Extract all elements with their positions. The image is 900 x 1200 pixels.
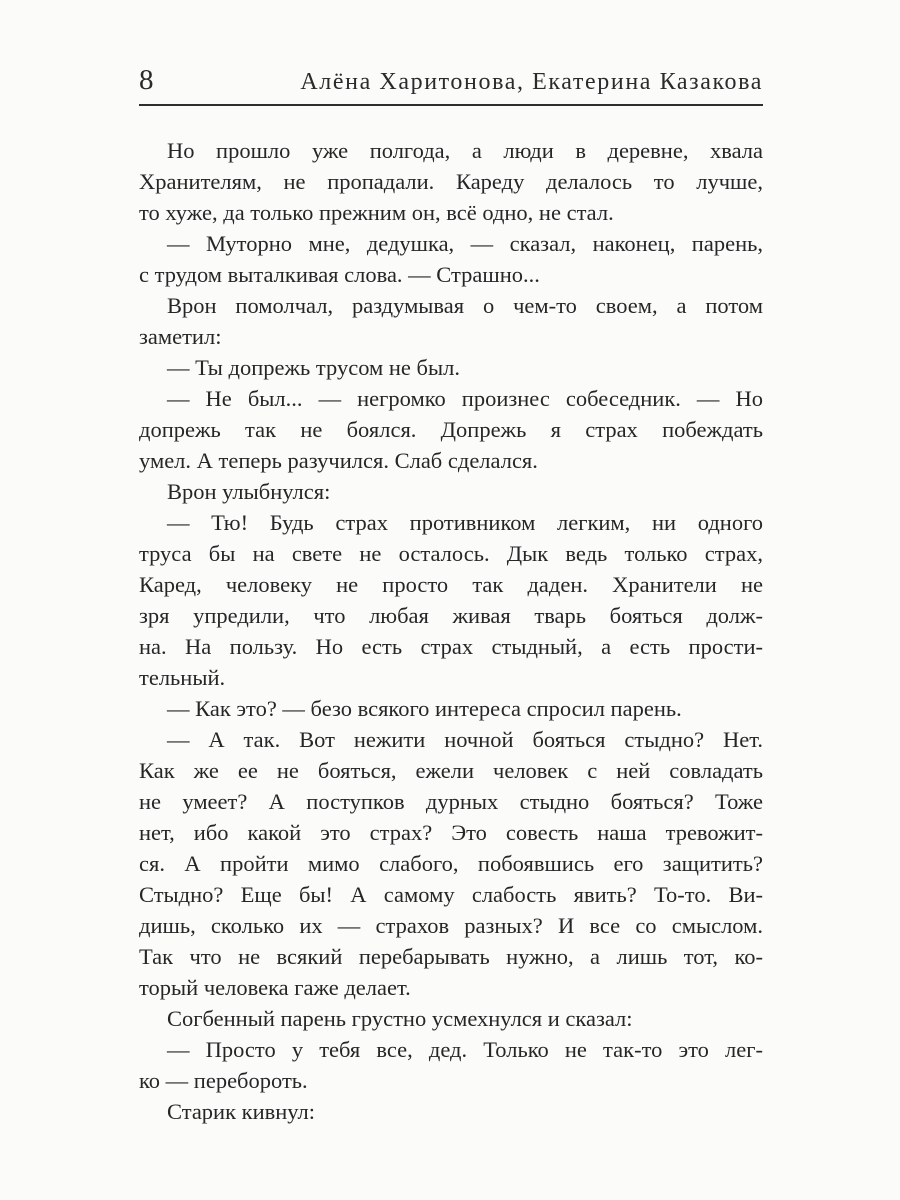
text-column: [139, 66, 763, 1127]
running-head-authors: Алёна Харитонова, Екатерина Казакова: [300, 69, 763, 95]
paragraph: [139, 724, 763, 1003]
page-header: [139, 66, 763, 95]
paragraph: [139, 1003, 763, 1034]
text-line: — Как это? — безо всякого интереса спросил парень.: [167, 696, 682, 721]
paragraph: [139, 507, 763, 693]
text-line: Стыдно? Еще бы! А самому слабость явить? То-то. Ви-: [139, 882, 763, 907]
paragraph: [139, 1096, 763, 1127]
text-line: допрежь так не боялся. Допрежь я страх побеждать: [139, 417, 763, 442]
text-line: тельный.: [139, 665, 226, 690]
text-line: торый человека гаже делает.: [139, 975, 411, 1000]
text-line: не умеет? А поступков дурных стыдно бояться? Тоже: [139, 789, 763, 814]
text-line: ко — перебороть.: [139, 1068, 308, 1093]
page-body: [139, 135, 763, 1127]
text-line: труса бы на свете не осталось. Дык ведь только страх,: [139, 541, 763, 566]
text-line: на. На пользу. Но есть страх стыдный, а есть прости-: [139, 634, 763, 659]
text-line: то хуже, да только прежним он, всё одно, не стал.: [139, 200, 614, 225]
text-line: — А так. Вот нежити ночной бояться стыдно? Нет.: [167, 727, 763, 752]
page-number: 8: [139, 64, 154, 96]
paragraph: [139, 290, 763, 352]
text-line: — Не был... — негромко произнес собеседник. — Но: [167, 386, 763, 411]
paragraph: [139, 1034, 763, 1096]
header-rule: [139, 104, 763, 106]
text-line: Врон помолчал, раздумывая о чем-то своем, а потом: [167, 293, 763, 318]
text-line: Старик кивнул:: [167, 1099, 316, 1124]
text-line: — Тю! Будь страх противником легким, ни одного: [167, 510, 763, 535]
paragraph: [139, 228, 763, 290]
paragraph: [139, 135, 763, 228]
paragraph: [139, 352, 763, 383]
text-line: заметил:: [139, 324, 222, 349]
text-line: Но прошло уже полгода, а люди в деревне, хвала: [167, 138, 763, 163]
text-line: зря упредили, что любая живая тварь бояться долж-: [139, 603, 763, 628]
paragraph: [139, 383, 763, 476]
text-line: Хранителям, не пропадали. Кареду делалось то лучше,: [139, 169, 763, 194]
text-line: дишь, сколько их — страхов разных? И все со смыслом.: [139, 913, 763, 938]
paragraph: [139, 693, 763, 724]
text-line: с трудом выталкивая слова. — Страшно...: [139, 262, 540, 287]
text-line: Врон улыбнулся:: [167, 479, 331, 504]
text-line: Каред, человеку не просто так даден. Хранители не: [139, 572, 763, 597]
text-line: умел. А теперь разучился. Слаб сделался.: [139, 448, 538, 473]
text-line: — Просто у тебя все, дед. Только не так-то это лег-: [167, 1037, 763, 1062]
text-line: нет, ибо какой это страх? Это совесть наша тревожит-: [139, 820, 763, 845]
text-line: — Муторно мне, дедушка, — сказал, наконец, парень,: [167, 231, 763, 256]
text-line: Согбенный парень грустно усмехнулся и сказал:: [167, 1006, 633, 1031]
text-line: ся. А пройти мимо слабого, побоявшись его защитить?: [139, 851, 763, 876]
text-line: Так что не всякий перебарывать нужно, а лишь тот, ко-: [139, 944, 763, 969]
text-line: Как же ее не бояться, ежели человек с ней совладать: [139, 758, 763, 783]
paragraph: [139, 476, 763, 507]
text-line: — Ты допрежь трусом не был.: [167, 355, 460, 380]
